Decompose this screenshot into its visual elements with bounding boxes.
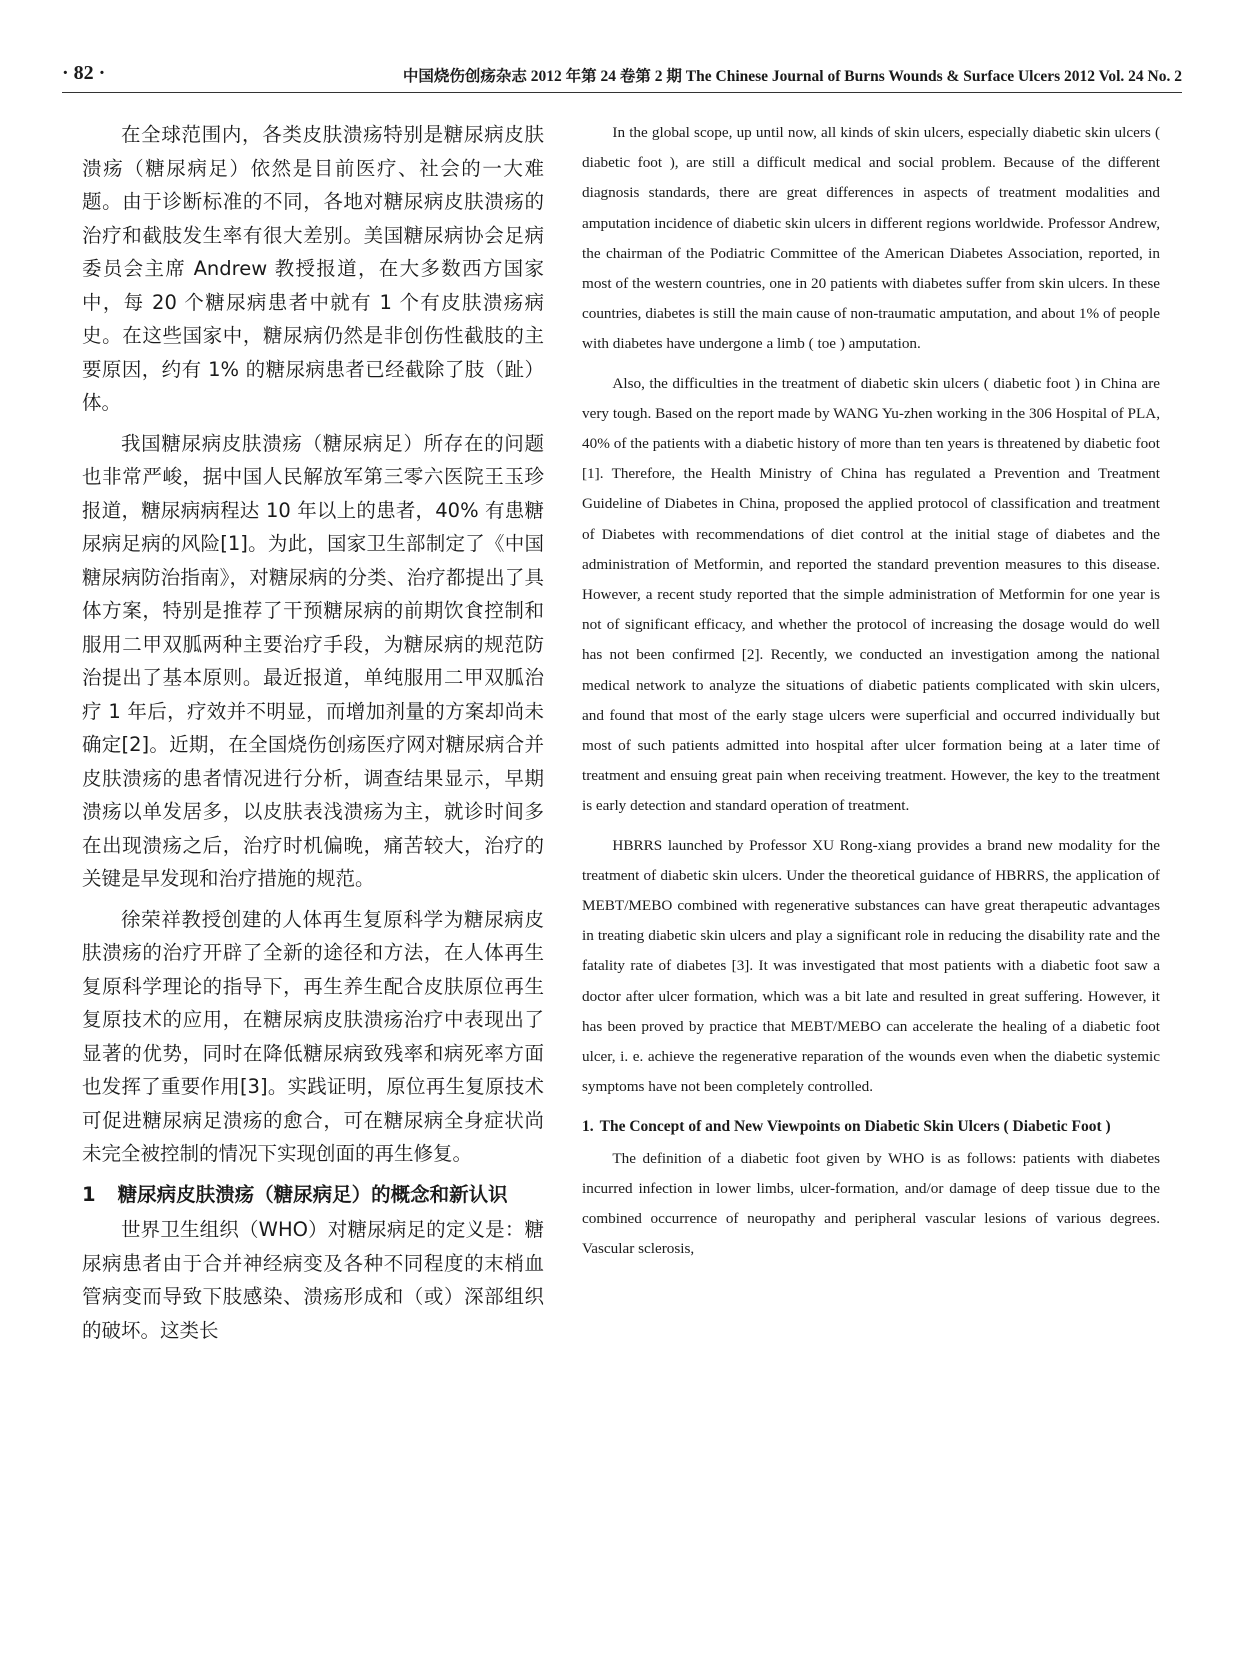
en-paragraph-4: The definition of a diabetic foot given by WHO is as follows: patients with diabetes incurred infection in lower limbs, ulcer-formation, and/or damage of deep tissue due to the combined occurrence of neuropathy and peripheral vascular lesions of various degrees. Vascular sclerosis, xyxy=(582,1149,1160,1258)
en-paragraph-1: In the global scope, up until now, all kinds of skin ulcers, especially diabetic skin ulcers ( diabetic foot ), are still a difficult medical and social problem. Because of the different diagnosis standards, there are great differences in aspects of treatment modalities and amputation incidence of diabetic skin ulcers in different regions worldwide. Professor Andrew, the chairman of the Podiatric Committee of the American Diabetes Association, reported, in most of the western countries, one in 20 patients with diabetes suffer from skin ulcers. In these countries, diabetes is still the main cause of non-traumatic amputation, and about 1% of people with diabetes have undergone a limb ( toe ) amputation. xyxy=(582,124,1160,353)
english-column xyxy=(582,118,1160,1274)
en-paragraph-2: Also, the difficulties in the treatment of diabetic skin ulcers ( diabetic foot ) in China are very tough. Based on the report made by WANG Yu-zhen working in the 306 Hospital of PLA, 40% of the patients with a diabetic history of more than ten years is threatened by diabetic foot [1]. Therefore, the Health Ministry of China has regulated a Prevention and Treatment Guideline of Diabetes in China, proposed the applied protocol of classification and treatment of Diabetes with recommendations of diet control at the initial stage of diabetes and the administration of Metformin, and reported the standard prevention measures to this disease. However, a recent study reported that the simple administration of Metformin for one year is not of significant efficacy, and whether the protocol of increasing the dosage would do well has not been confirmed [2]. Recently, we conducted an investigation among the national medical network to analyze the situations of diabetic patients complicated with skin ulcers, and found that most of the early stage ulcers were superficial and occurred individually but most of such patients admitted into hospital after ulcer formation being at a later time of treatment and ensuing great pain when receiving treatment. However, the key to the treatment is early detection and standard operation of treatment. xyxy=(582,374,1160,815)
page-number: · 82 · xyxy=(62,62,106,84)
cn-section-heading xyxy=(82,1178,544,1212)
journal-citation: 中国烧伤创疡杂志 2012 年第 24 卷第 2 期 The Chinese Journal of Burns Wounds & Surface Ulcers 2012 Vol. 24 No. 2 xyxy=(402,68,1182,85)
cn-paragraph-1: 在全球范围内，各类皮肤溃疡特别是糖尿病皮肤溃疡（糖尿病足）依然是目前医疗、社会的一大难题。由于诊断标准的不同，各地对糖尿病皮肤溃疡的治疗和截肢发生率有很大差别。美国糖尿病协会足病委员会主席 Andrew 教授报道，在大多数西方国家中，每 20 个糖尿病患者中就有 1 个有皮肤溃疡病史。在这些国家中，糖尿病仍然是非创伤性截肢的主要原因，约有 1% 的糖尿病患者已经截除了肢（趾）体。 xyxy=(82,123,544,414)
en-section-heading xyxy=(582,1112,1160,1142)
chinese-column xyxy=(82,118,544,1354)
en-section-number: 1. xyxy=(582,1117,594,1135)
cn-paragraph-2: 我国糖尿病皮肤溃疡（糖尿病足）所存在的问题也非常严峻，据中国人民解放军第三零六医院王玉珍报道，糖尿病病程达 10 年以上的患者，40% 有患糖尿病足病的风险[1]。为此，国家卫生部制定了《中国糖尿病防治指南》，对糖尿病的分类、治疗都提出了具体方案，特别是推荐了干预糖尿病的前期饮食控制和服用二甲双胍两种主要治疗手段，为糖尿病的规范防治提出了基本原则。最近报道，单纯服用二甲双胍治疗 1 年后，疗效并不明显，而增加剂量的方案却尚未确定[2]。近期，在全国烧伤创疡医疗网对糖尿病合并皮肤溃疡的患者情况进行分析，调查结果显示，早期溃疡以单发居多，以皮肤表浅溃疡为主，就诊时间多在出现溃疡之后，治疗时机偏晚，痛苦较大，治疗的关键是早发现和治疗措施的规范。 xyxy=(82,431,544,890)
cn-section-title: 糖尿病皮肤溃疡（糖尿病足）的概念和新认识 xyxy=(117,1182,508,1206)
cn-section-number: 1 xyxy=(82,1182,96,1206)
en-paragraph-3: HBRRS launched by Professor XU Rong-xiang provides a brand new modality for the treatment of diabetic skin ulcers. Under the theoretical guidance of HBRRS, the application of MEBT/MEBO combined with regenerative substances can have great therapeutic advantages in treating diabetic skin ulcers and play a significant role in reducing the disability rate and the fatality rate of diabetes [3]. It was investigated that most patients with a diabetic foot saw a doctor after ulcer formation, which was a bit late and resulted in great suffering. However, it has been proved by practice that MEBT/MEBO can accelerate the healing of a diabetic foot ulcer, i. e. achieve the regenerative reparation of the wounds even when the diabetic systemic symptoms have not been completely controlled. xyxy=(582,836,1160,1096)
cn-paragraph-4: 世界卫生组织（WHO）对糖尿病足的定义是：糖尿病患者由于合并神经病变及各种不同程度的末梢血管病变而导致下肢感染、溃疡形成和（或）深部组织的破坏。这类长 xyxy=(82,1218,544,1342)
cn-paragraph-3: 徐荣祥教授创建的人体再生复原科学为糖尿病皮肤溃疡的治疗开辟了全新的途径和方法，在人体再生复原科学理论的指导下，再生养生配合皮肤原位再生复原技术的应用，在糖尿病皮肤溃疡治疗中表现出了显著的优势，同时在降低糖尿病致残率和病死率方面也发挥了重要作用[3]。实践证明，原位再生复原技术可促进糖尿病足溃疡的愈合，可在糖尿病全身症状尚未完全被控制的情况下实现创面的再生修复。 xyxy=(82,907,544,1165)
running-header xyxy=(62,62,1182,92)
en-section-title: The Concept of and New Viewpoints on Diabetic Skin Ulcers ( Diabetic Foot ) xyxy=(599,1117,1111,1135)
header-rule xyxy=(62,92,1182,93)
